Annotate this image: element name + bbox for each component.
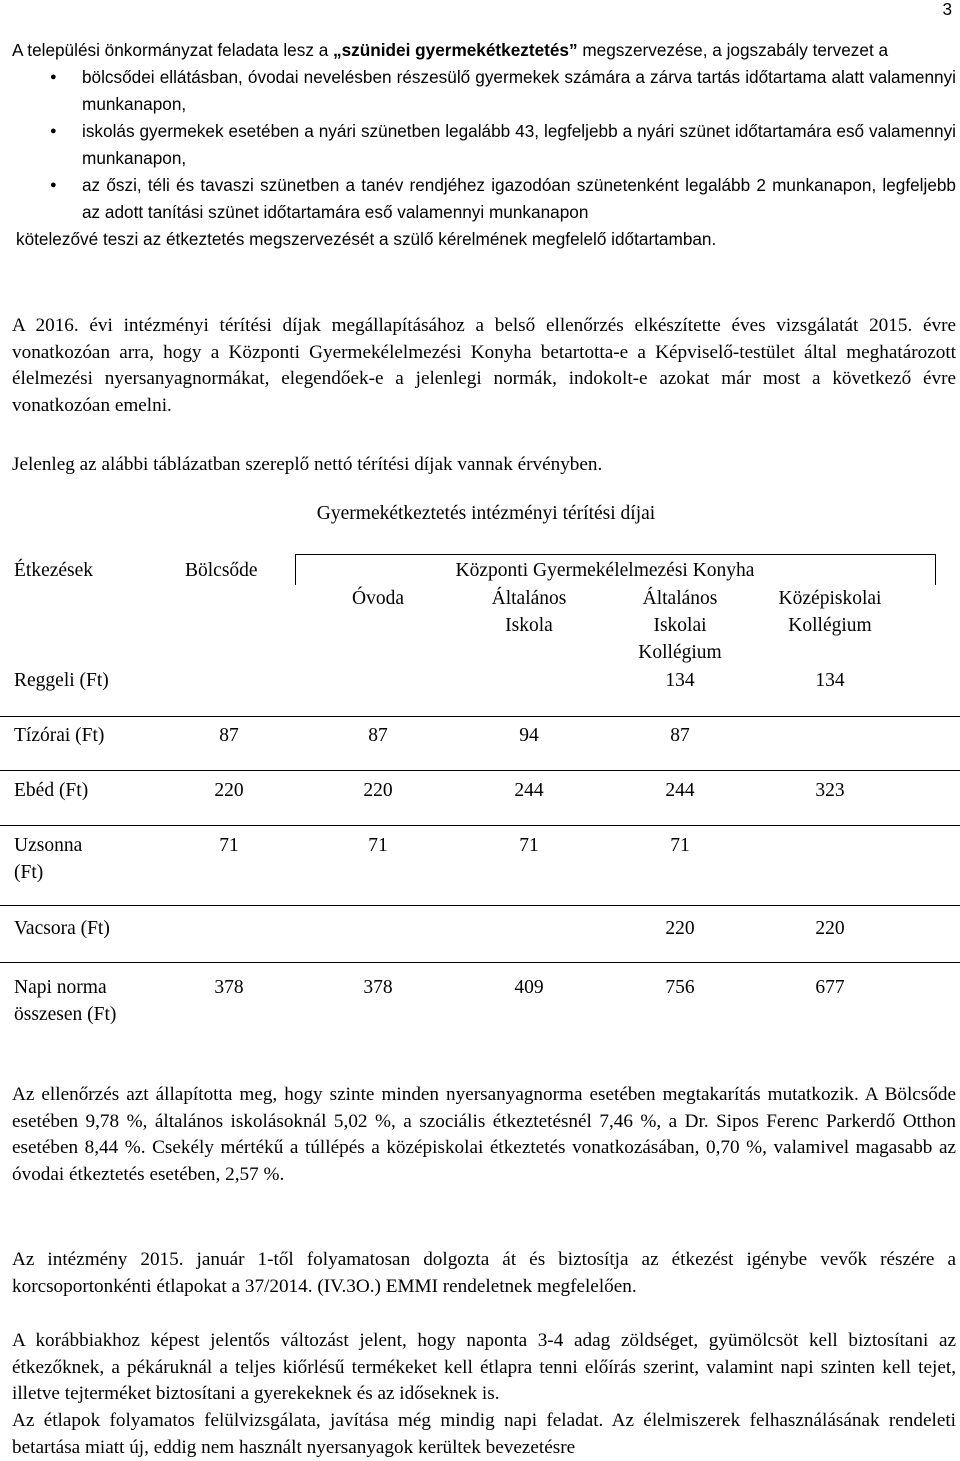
table-cell: 71 — [219, 835, 239, 856]
header-primary-school: Iskola — [505, 615, 553, 636]
header-primary-dormitory: Iskolai — [653, 615, 707, 636]
header-kindergarten: Óvoda — [352, 588, 404, 609]
table-cell: 134 — [815, 670, 845, 691]
intro-lead — [12, 37, 956, 64]
intro-closing: kötelezővé teszi az étkeztetés megszervezését a szülő kérelmének megfelelő időtartamban. — [16, 229, 717, 249]
row-label: összesen (Ft) — [14, 1004, 117, 1025]
table-cell: 71 — [368, 835, 388, 856]
audit-paragraph: A 2016. évi intézményi térítési díjak megállapításához a belső ellenőrzés elkészítette éves vizsgálatát 2015. évre vonatkozóan arra, hogy a Központi Gyermekélelmezési Konyha betartotta-e a Képviselő-testület által meghatározott élelmezési nyersanyagnormákat, elegendőek-e a jelenlegi normák, indokolt-e azokat már most a következő évre vonatkozóan emelni. — [12, 315, 956, 416]
intro-lead-bold: „szünidei gyermekétkeztetés” — [333, 40, 578, 60]
table-cell: 323 — [815, 780, 845, 801]
header-primary-dormitory: Általános — [642, 588, 718, 609]
table-cell: 220 — [665, 918, 695, 939]
intro-lead-end: megszervezése, a jogszabály tervezet a — [577, 40, 889, 60]
header-meals: Étkezések — [14, 560, 94, 581]
table-cell: 220 — [815, 918, 845, 939]
table-cell: 87 — [670, 725, 690, 746]
header-nursery: Bölcsőde — [185, 560, 258, 581]
table-cell: 134 — [665, 670, 695, 691]
row-divider — [0, 770, 960, 771]
bullet-list — [12, 64, 956, 226]
header-kitchen: Központi Gyermekélelmezési Konyha — [455, 560, 755, 581]
bullet-item: ● az őszi, téli és tavaszi szünetben a tanév rendjéhez igazodóan szünetenként legalább 2 munkanapon, legfeljebb az adott tanítási szünet időtartamára eső valamennyi munkanapon — [82, 172, 956, 226]
table-cell: 677 — [815, 977, 845, 998]
bullet-item: ● iskolás gyermekek esetében a nyári szünetben legalább 43, legfeljebb a nyári szünet időtartamára eső valamennyi munkanapon, — [82, 118, 956, 172]
table-cell: 220 — [214, 780, 244, 801]
header-secondary-dormitory: Kollégium — [788, 615, 872, 636]
bullet-item: ● bölcsődei ellátásban, óvodai nevelésben részesülő gyermekek számára a zárva tartás időtartama alatt valamennyi munkanapon, — [82, 64, 956, 118]
table-cell: 220 — [363, 780, 393, 801]
table-cell: 71 — [519, 835, 539, 856]
row-divider — [0, 716, 960, 717]
row-label: Vacsora (Ft) — [14, 918, 110, 939]
row-label: Reggeli (Ft) — [14, 670, 109, 691]
menu-paragraph: Az intézmény 2015. január 1-től folyamatosan dolgozta át és biztosítja az étkezést igénybe vevők részére a korcsoportonkénti étlapokat a 37/2014. (IV.3O.) EMMI rendeletnek megfelelően. — [12, 1249, 956, 1297]
table-cell: 87 — [368, 725, 388, 746]
changes-paragraph: A korábbiakhoz képest jelentős változást jelent, hogy naponta 3-4 adag zöldséget, gyümölcsöt kell biztosítani az étkezőknek, a pékáruknál a teljes kiőrlésű termékeket kell étlapra tenni előírás szerint, valamint napi szinten kell tejet, illetve tejterméket biztosítani a gyerekeknek és az időseknek is. — [12, 1330, 956, 1404]
table-border — [295, 554, 936, 555]
table-cell: 71 — [670, 835, 690, 856]
table-cell: 244 — [514, 780, 544, 801]
findings-paragraph: Az ellenőrzés azt állapította meg, hogy szinte minden nyersanyagnorma esetében megtakarítás mutatkozik. A Bölcsőde esetében 9,78 %, általános iskolásoknál 5,02 %, a szociális étkeztetésnél 7,46 %, a Dr. Sipos Ferenc Parkerdő Otthon esetében 8,44 %. Csekély mértékű a túllépés a középiskolai étkeztetés vonatkozásában, 0,70 %, valamivel magasabb az óvodai étkeztetés esetében, 2,57 %. — [12, 1084, 956, 1185]
current-fees-sentence: Jelenleg az alábbi táblázatban szereplő nettó térítési díjak vannak érvényben. — [12, 454, 603, 475]
intro-section — [12, 37, 956, 253]
header-primary-school: Általános — [491, 588, 567, 609]
row-divider — [0, 825, 960, 826]
page-number: 3 — [942, 0, 952, 19]
row-label: Napi norma — [14, 977, 107, 998]
table-cell: 94 — [519, 725, 539, 746]
table-cell: 409 — [514, 977, 544, 998]
row-label: Ebéd (Ft) — [14, 780, 89, 801]
table-cell: 756 — [665, 977, 695, 998]
row-label: Uzsonna — [14, 835, 83, 856]
table-cell: 378 — [214, 977, 244, 998]
row-label: Tízórai (Ft) — [14, 725, 105, 746]
header-secondary-dormitory: Középiskolai — [778, 588, 882, 609]
table-border — [295, 554, 296, 585]
table-title: Gyermekétkeztetés intézményi térítési díjai — [316, 503, 656, 524]
table-cell: 378 — [363, 977, 393, 998]
header-primary-dormitory: Kollégium — [638, 642, 722, 663]
table-cell: 244 — [665, 780, 695, 801]
row-divider — [0, 962, 960, 963]
review-paragraph: Az étlapok folyamatos felülvizsgálata, javítása még mindig napi feladat. Az élelmiszerek felhasználásának rendeleti betartása miatt új, eddig nem használt nyersanyagok kerültek bevezetésre — [12, 1410, 956, 1458]
row-divider — [0, 905, 960, 906]
intro-lead-start: A települési önkormányzat feladata lesz a — [12, 40, 334, 60]
row-label: (Ft) — [14, 862, 44, 883]
table-cell: 87 — [219, 725, 239, 746]
table-border — [935, 554, 936, 585]
